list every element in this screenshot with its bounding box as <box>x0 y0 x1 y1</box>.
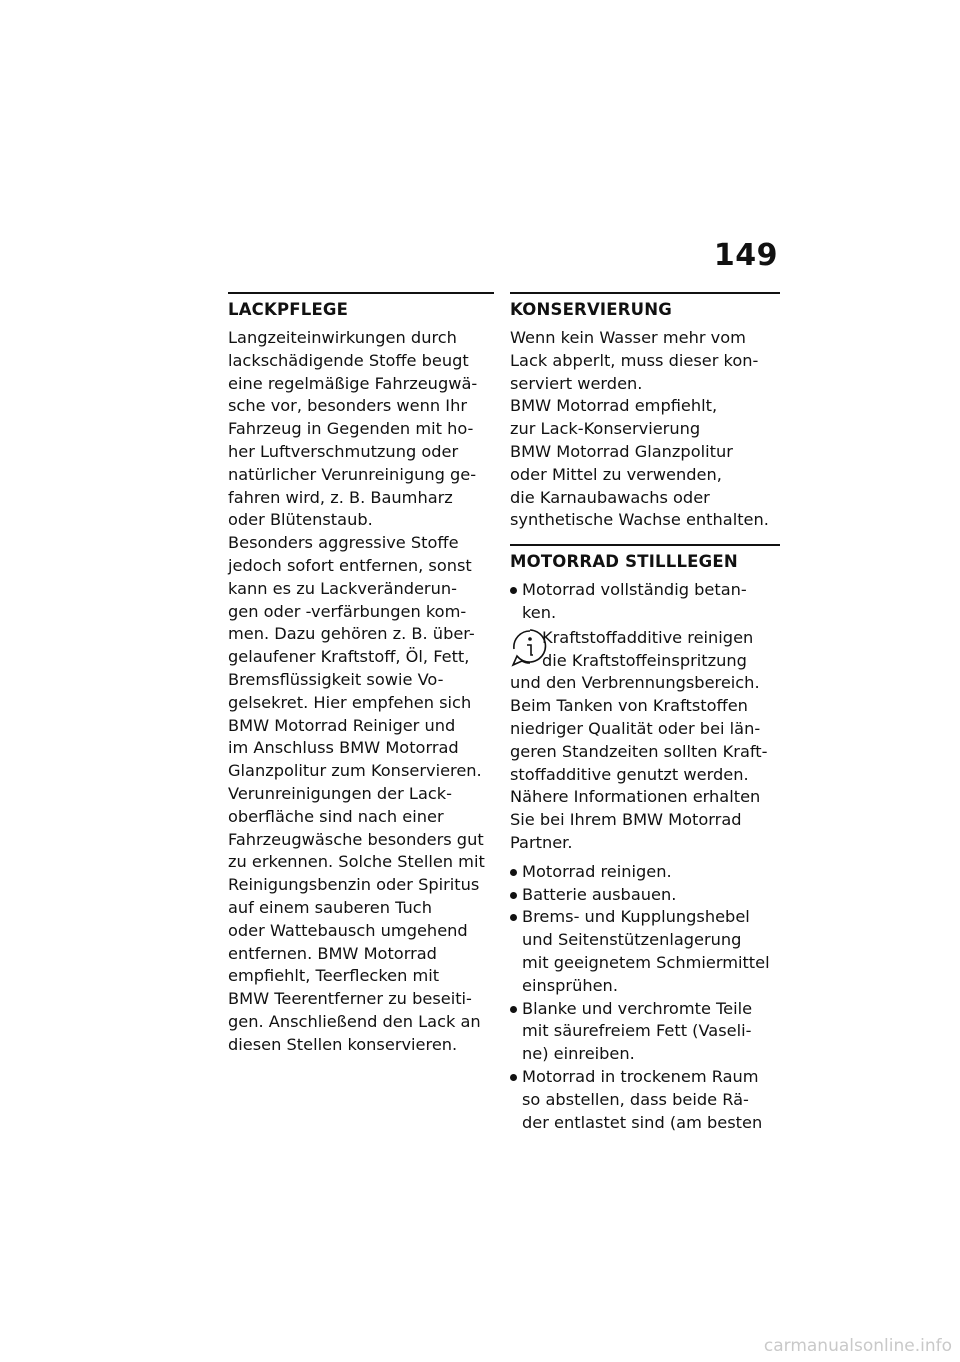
list-item <box>510 1066 780 1134</box>
section-heading-konservierung: KONSERVIERUNG <box>510 292 780 319</box>
list-item <box>510 861 780 884</box>
info-icon <box>510 627 550 667</box>
paragraph: BMW Motorrad empfiehlt, zur Lack-Konservierung BMW Motorrad Glanzpolitur oder Mittel zu verwenden, die Karnaubawachs oder synthetische Wachse enthalten. <box>510 396 769 530</box>
paragraph: Besonders aggressive Stoffe jedoch sofort entfernen, sonst kann es zu Lackveränderun- gen oder -verfärbungen kom- men. Dazu gehören z. B. über- gelaufener Kraftstoff, Öl, Fett, Bremsflüssigkeit sowie Vo- gelsekret. Hier empfehen sich BMW Motorrad Reiniger und im Anschluss BMW Motorrad Glanzpolitur zum Konservieren. <box>228 533 482 781</box>
page-number: 149 <box>713 238 778 273</box>
list-item-text: Motorrad reinigen. <box>522 861 672 881</box>
bullet-icon <box>510 1074 517 1081</box>
list-item <box>510 884 780 907</box>
watermark: carmanualsonline.info <box>763 1336 952 1356</box>
section-heading-motorrad-stilllegen: MOTORRAD STILLLEGEN <box>510 544 780 571</box>
bullet-icon <box>510 587 517 594</box>
list-item-text: Motorrad in trockenem Raum so abstellen, dass beide Rä- der entlastet sind (am besten <box>522 1066 763 1132</box>
bullet-icon <box>510 914 517 921</box>
list-item-text: Brems- und Kupplungshebel und Seitenstützenlagerung mit geeignetem Schmiermittel einsprühen. <box>522 907 770 995</box>
bullet-icon <box>510 1006 517 1013</box>
list-item-text: Blanke und verchromte Teile mit säurefreiem Fett (Vaseli- ne) einreiben. <box>522 998 753 1064</box>
right-column <box>510 292 780 1134</box>
bullet-list <box>510 579 780 625</box>
list-item <box>510 998 780 1066</box>
paragraph: Wenn kein Wasser mehr vom Lack abperlt, muss dieser kon- serviert werden. <box>510 328 759 393</box>
bullet-icon <box>510 869 517 876</box>
list-item-text: Motorrad vollständig betan- ken. <box>522 580 747 622</box>
info-note <box>510 627 780 855</box>
list-item <box>510 579 780 625</box>
note-text-first: Kraftstoffadditive reinigen die Kraftstoffeinspritzung <box>542 627 754 670</box>
note-text-rest: und den Verbrennungsbereich. Beim Tanken von Kraftstoffen niedriger Qualität oder bei län- geren Standzeiten sollten Kraft- stoffadditive genutzt werden. Nähere Informationen erhalten Sie bei Ihrem BMW Motorrad Partner. <box>510 673 768 852</box>
bullet-list <box>510 861 780 1135</box>
left-column <box>228 292 494 1057</box>
paragraph: Langzeiteinwirkungen durch lackschädigende Stoffe beugt eine regelmäßige Fahrzeugwä- sche vor, besonders wenn Ihr Fahrzeug in Gegenden mit ho- her Luftverschmutzung oder natürlicher Verunreinigung ge- fahren wird, z. B. Baumharz oder Blütenstaub. <box>228 328 478 530</box>
section-heading-lackpflege: LACKPFLEGE <box>228 292 494 319</box>
bullet-icon <box>510 892 517 899</box>
list-item <box>510 906 780 997</box>
paragraph: Verunreinigungen der Lack- oberfläche sind nach einer Fahrzeugwäsche besonders gut zu erkennen. Solche Stellen mit Reinigungsbenzin oder Spiritus auf einem sauberen Tuch oder Wattebausch umgehend entfernen. BMW Motorrad empfiehlt, Teerflecken mit BMW Teerentferner zu beseiti- gen. Anschließend den Lack an diesen Stellen konservieren. <box>228 783 485 1054</box>
list-item-text: Batterie ausbauen. <box>522 884 677 904</box>
